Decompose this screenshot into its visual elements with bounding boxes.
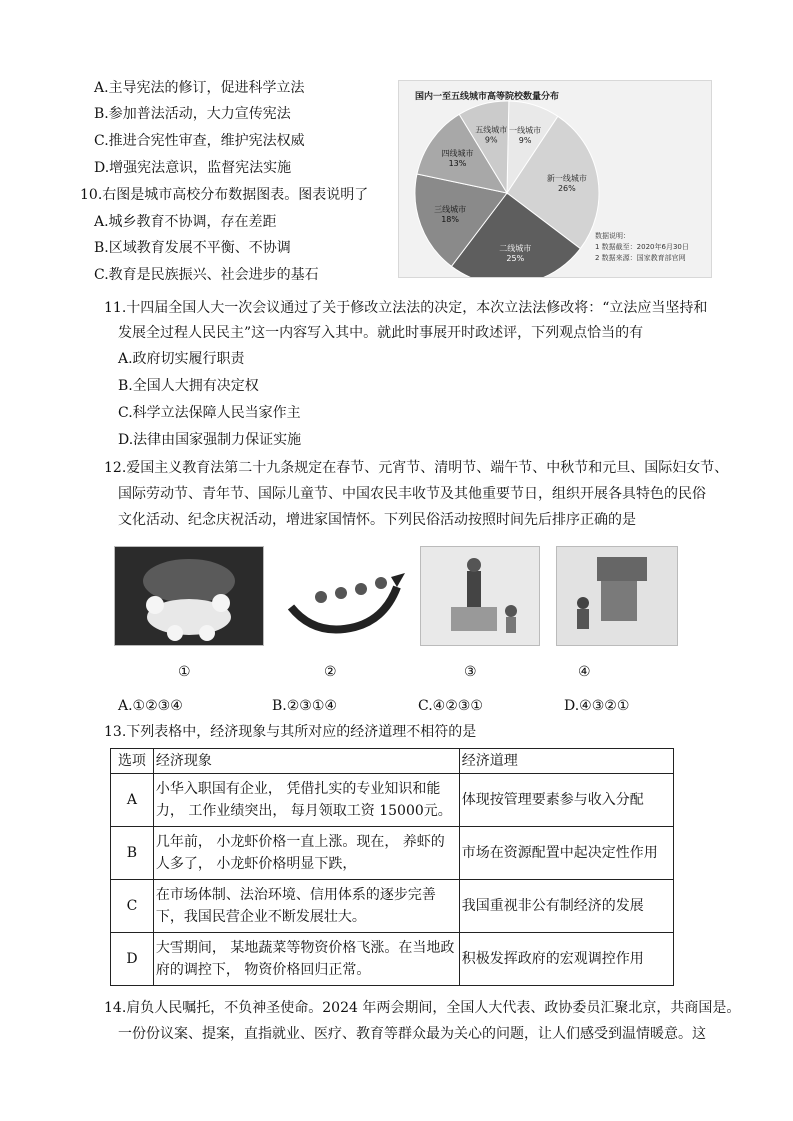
- pie-category-label: 一线城市: [509, 126, 542, 136]
- picture-spring-festival: [114, 546, 264, 646]
- pie-category-label: 四线城市: [441, 148, 474, 158]
- university-distribution-chart: [398, 80, 712, 278]
- q12-stem-line2: 国际劳动节、青年节、国际儿童节、中国农民丰收节及其他重要节日，组织开展各具特色的民俗: [118, 486, 706, 502]
- picture-label-3: ③: [464, 664, 477, 680]
- picture-label-2: ②: [324, 664, 337, 680]
- row-phenomenon: 几年前， 小龙虾价格一直上涨。现在， 养虾的人多了， 小龙虾价格明显下跌，: [153, 827, 459, 880]
- pie-category-label: 新一线城市: [546, 173, 587, 183]
- q10-option-c: C.教育是民族振兴、社会进步的基石: [94, 267, 319, 283]
- q9-option-c: C.推进合宪性审查，维护宪法权威: [94, 133, 305, 149]
- table-row: [111, 827, 674, 880]
- q10-option-b: B.区域教育发展不平衡、不协调: [94, 240, 291, 256]
- pie-category-label: 五线城市: [475, 125, 508, 135]
- chart-notes-heading: 数据说明：: [595, 232, 630, 240]
- picture-qingming: [556, 546, 678, 646]
- q9-option-d: D.增强宪法意识，监督宪法实施: [94, 160, 292, 176]
- q13-stem: 13.下列表格中，经济现象与其所对应的经济道理不相符的是: [104, 724, 477, 740]
- q10-option-a: A.城乡教育不协调，存在差距: [94, 214, 277, 230]
- q12-option-c: C.④②③①: [418, 698, 483, 714]
- chart-note-2: 2 数据来源：国家教育部官网: [595, 254, 686, 262]
- chart-notes: [595, 231, 689, 264]
- q11-option-b: B.全国人大拥有决定权: [118, 378, 259, 394]
- pie-value-label: 25%: [506, 254, 525, 264]
- q14-stem-line1: 14.肩负人民嘱托，不负神圣使命。2024 年两会期间，全国人大代表、政协委员汇聚北京，共商国是。: [104, 1000, 741, 1016]
- q12-option-d: D.④③②①: [564, 698, 630, 714]
- q12-stem-line1: 12.爱国主义教育法第二十九条规定在春节、元宵节、清明节、端午节、中秋节和元旦、国际妇女节、: [104, 460, 729, 476]
- row-key: A: [111, 774, 154, 827]
- pie-value-label: 9%: [484, 135, 498, 145]
- row-phenomenon: 大雪期间， 某地蔬菜等物资价格飞涨。在当地政府的调控下， 物资价格回归正常。: [153, 933, 459, 986]
- picture-label-4: ④: [578, 664, 591, 680]
- row-principle: 市场在资源配置中起决定性作用: [459, 827, 673, 880]
- pie-value-label: 13%: [448, 158, 467, 168]
- table-row: [111, 774, 674, 827]
- picture-dragon-boat: [284, 546, 408, 646]
- q12-option-b: B.②③①④: [272, 698, 337, 714]
- pie-category-label: 三线城市: [434, 205, 467, 215]
- q9-option-a: A.主导宪法的修订，促进科学立法: [94, 80, 305, 96]
- q11-stem-line1: 11.十四届全国人大一次会议通过了关于修改立法法的决定，本次立法法修改将：“立法应当坚持和: [104, 300, 708, 316]
- table-header-option: 选项: [111, 749, 154, 774]
- row-key: B: [111, 827, 154, 880]
- chart-note-1: 1 数据截至：2020年6月30日: [595, 243, 689, 251]
- pie-value-label: 26%: [557, 183, 576, 193]
- q12-stem-line3: 文化活动、纪念庆祝活动，增进家国情怀。下列民俗活动按照时间先后排序正确的是: [118, 512, 636, 528]
- row-key: D: [111, 933, 154, 986]
- row-principle: 积极发挥政府的宏观调控作用: [459, 933, 673, 986]
- row-principle: 体现按管理要素参与收入分配: [459, 774, 673, 827]
- row-key: C: [111, 880, 154, 933]
- pie-value-label: 9%: [518, 136, 532, 146]
- q11-option-d: D.法律由国家强制力保证实施: [118, 432, 302, 448]
- row-phenomenon: 在市场体制、法治环境、信用体系的逐步完善下，我国民营企业不断发展壮大。: [153, 880, 459, 933]
- table-header-phenomenon: 经济现象: [153, 749, 459, 774]
- table-row: [111, 933, 674, 986]
- q12-picture-row: [0, 546, 793, 646]
- table-row: [111, 880, 674, 933]
- pie-value-label: 18%: [441, 215, 459, 225]
- pie-category-label: 二线城市: [499, 244, 532, 254]
- q14-stem-line2: 一份份议案、提案，直指就业、医疗、教育等群众最为关心的问题，让人们感受到温情暖意。这: [118, 1026, 706, 1042]
- q11-stem-line2: 发展全过程人民民主”这一内容写入其中。就此时事展开时政述评，下列观点恰当的有: [118, 325, 644, 341]
- economics-table: [110, 748, 674, 986]
- table-header-row: [111, 749, 674, 774]
- q11-option-a: A.政府切实履行职责: [118, 351, 245, 367]
- picture-label-1: ①: [178, 664, 191, 680]
- picture-mid-autumn: [420, 546, 540, 646]
- q9-option-b: B.参加普法活动，大力宣传宪法: [94, 106, 291, 122]
- q10-stem: 10.右图是城市高校分布数据图表。图表说明了: [80, 187, 369, 203]
- row-principle: 我国重视非公有制经济的发展: [459, 880, 673, 933]
- row-phenomenon: 小华入职国有企业， 凭借扎实的专业知识和能力， 工作业绩突出， 每月领取工资 15000元。: [153, 774, 459, 827]
- q11-option-c: C.科学立法保障人民当家作主: [118, 405, 301, 421]
- chart-title: 国内一至五线城市高等院校数量分布: [415, 92, 560, 102]
- table-header-principle: 经济道理: [459, 749, 673, 774]
- q12-option-a: A.①②③④: [118, 698, 183, 714]
